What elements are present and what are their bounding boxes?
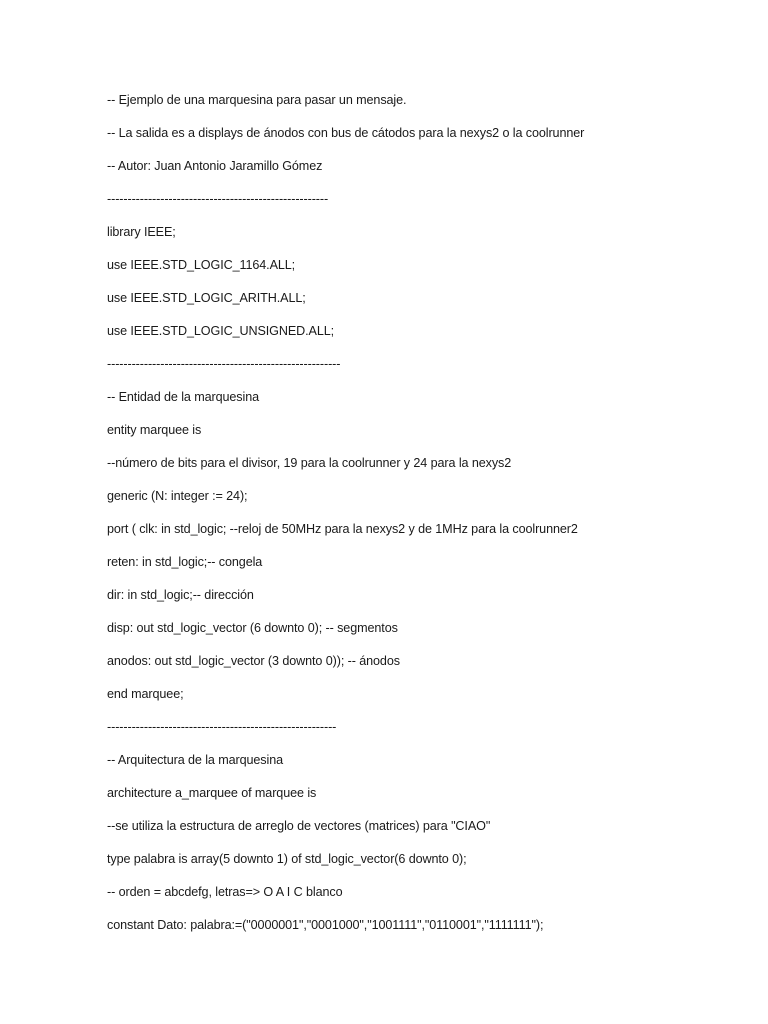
code-line: dir: in std_logic;-- dirección [107, 588, 254, 602]
code-line: use IEEE.STD_LOGIC_ARITH.ALL; [107, 291, 306, 305]
code-line: -- La salida es a displays de ánodos con bus de cátodos para la nexys2 o la coolrunner [107, 126, 585, 140]
code-line: anodos: out std_logic_vector (3 downto 0)); -- ánodos [107, 654, 400, 668]
code-line: -- Autor: Juan Antonio Jaramillo Gómez [107, 159, 323, 173]
code-line: -- Arquitectura de la marquesina [107, 753, 284, 767]
code-line: use IEEE.STD_LOGIC_UNSIGNED.ALL; [107, 324, 335, 338]
code-line: entity marquee is [107, 423, 202, 437]
code-line: -------------------------------------------------------- [107, 720, 337, 734]
code-line: port ( clk: in std_logic; --reloj de 50MHz para la nexys2 y de 1MHz para la coolrunner2 [107, 522, 578, 536]
code-line: -- Ejemplo de una marquesina para pasar un mensaje. [107, 93, 407, 107]
code-line: architecture a_marquee of marquee is [107, 786, 317, 800]
code-line: -- orden = abcdefg, letras=> O A I C blanco [107, 885, 343, 899]
code-line: library IEEE; [107, 225, 176, 239]
code-line: reten: in std_logic;-- congela [107, 555, 263, 569]
code-line: end marquee; [107, 687, 184, 701]
code-line: constant Dato: palabra:=("0000001","0001000","1001111","0110001","1111111"); [107, 918, 544, 932]
code-line: ------------------------------------------------------ [107, 192, 329, 206]
code-line: generic (N: integer := 24); [107, 489, 248, 503]
code-line: --número de bits para el divisor, 19 para la coolrunner y 24 para la nexys2 [107, 456, 512, 470]
code-line: --se utiliza la estructura de arreglo de vectores (matrices) para "CIAO" [107, 819, 491, 833]
code-line: use IEEE.STD_LOGIC_1164.ALL; [107, 258, 296, 272]
code-line: type palabra is array(5 downto 1) of std_logic_vector(6 downto 0); [107, 852, 467, 866]
code-line: -- Entidad de la marquesina [107, 390, 260, 404]
vhdl-code-listing [107, 90, 747, 948]
code-line: --------------------------------------------------------- [107, 357, 341, 371]
code-line: disp: out std_logic_vector (6 downto 0); -- segmentos [107, 621, 398, 635]
